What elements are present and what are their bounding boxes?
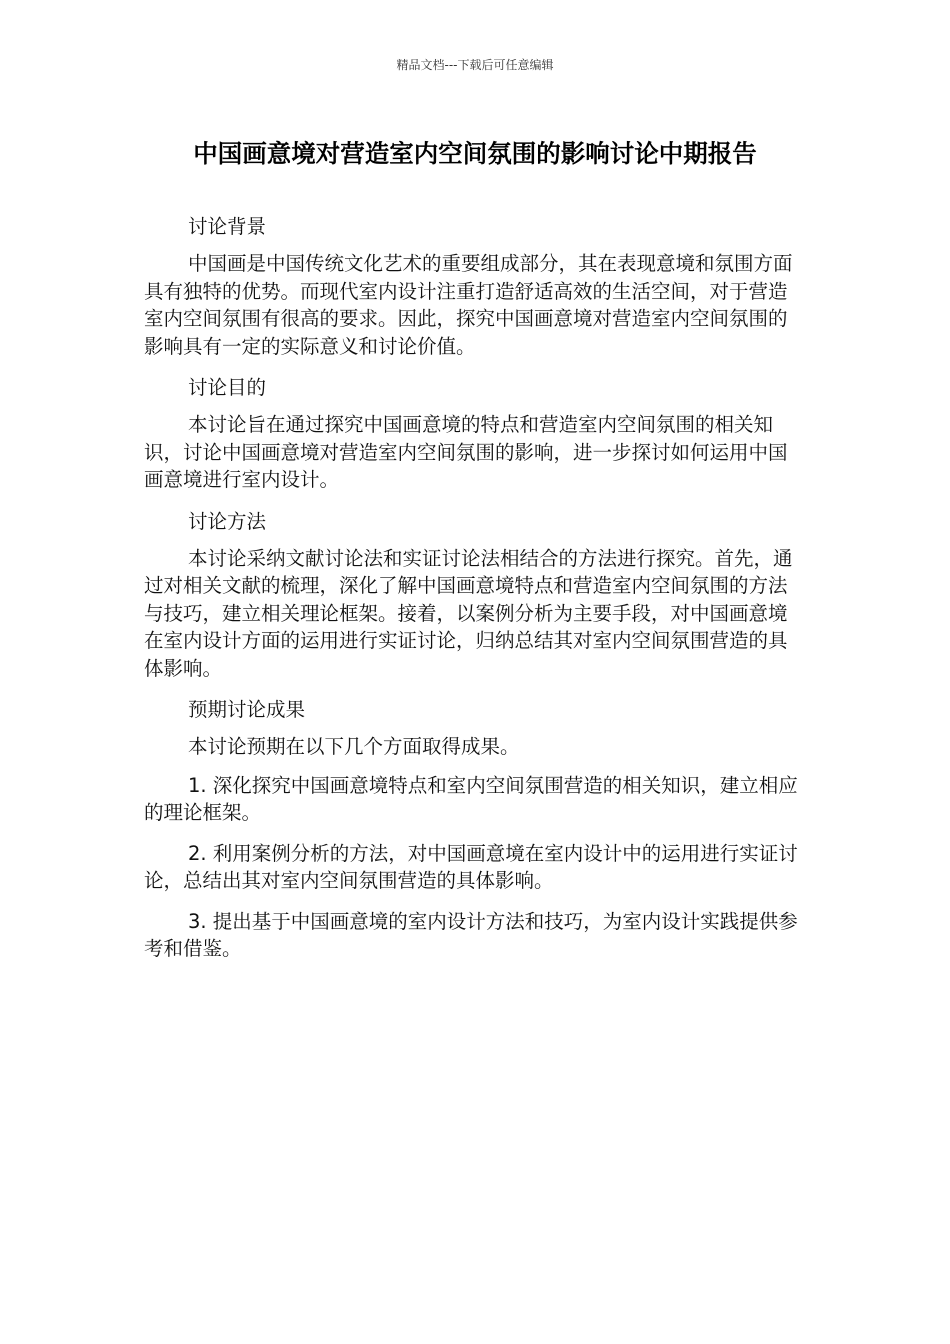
list-item: 1. 深化探究中国画意境特点和室内空间氛围营造的相关知识，建立相应的理论框架。: [144, 773, 798, 824]
list-item: 2. 利用案例分析的方法，对中国画意境在室内设计中的运用进行实证讨论，总结出其对室内空间氛围营造的具体影响。: [144, 841, 798, 892]
section-heading-expected-results: 预期讨论成果: [188, 698, 306, 721]
page-header: 精品文档---下载后可任意编辑: [396, 58, 554, 72]
list-item: 3. 提出基于中国画意境的室内设计方法和技巧，为室内设计实践提供参考和借鉴。: [144, 909, 798, 960]
section-intro-expected-results: 本讨论预期在以下几个方面取得成果。: [188, 735, 520, 758]
document-title: 中国画意境对营造室内空间氛围的影响讨论中期报告: [193, 139, 757, 168]
section-paragraph-purpose: 本讨论旨在通过探究中国画意境的特点和营造室内空间氛围的相关知识，讨论中国画意境对营造室内空间氛围的影响，进一步探讨如何运用中国画意境进行室内设计。: [144, 413, 788, 491]
section-heading-method: 讨论方法: [188, 509, 267, 533]
section-paragraph-background: 中国画是中国传统文化艺术的重要组成部分，其在表现意境和氛围方面具有独特的优势。而现代室内设计注重打造舒适高效的生活空间，对于营造室内空间氛围有很高的要求。因此，探究中国画意境对营造室内空间氛围的影响具有一定的实际意义和讨论价值。: [144, 252, 793, 358]
section-heading-background: 讨论背景: [188, 215, 267, 238]
section-heading-purpose: 讨论目的: [188, 376, 267, 399]
document-body: [144, 212, 804, 976]
section-paragraph-method: 本讨论采纳文献讨论法和实证讨论法相结合的方法进行探究。首先，通过对相关文献的梳理，深化了解中国画意境特点和营造室内空间氛围的方法与技巧，建立相关理论框架。接着，以案例分析为主要手段，对中国画意境在室内设计方面的运用进行实证讨论，归纳总结其对室内空间氛围营造的具体影响。: [144, 546, 793, 680]
